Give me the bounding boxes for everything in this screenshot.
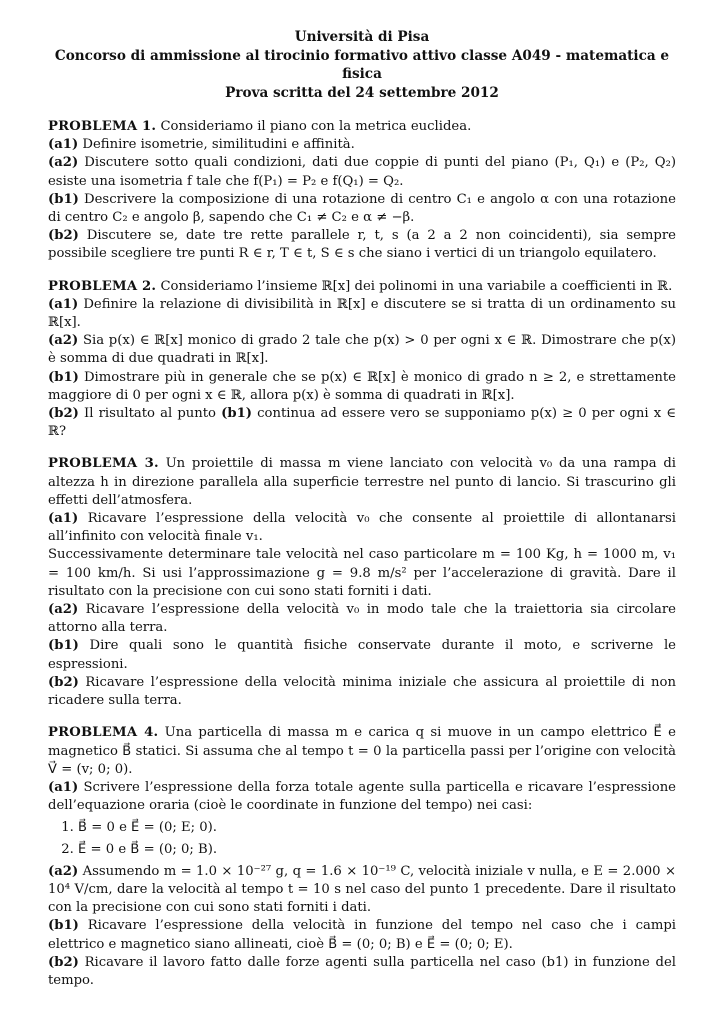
problem-item (48, 510, 676, 546)
problem-item (48, 136, 676, 154)
exam-header (48, 28, 676, 102)
item-label: (a1) (48, 779, 79, 795)
case-item: 2. E⃗ = 0 e B⃗ = (0; 0; B). (78, 841, 676, 859)
item-text: Sia p(x) ∈ ℝ[x] monico di grado 2 tale che p(x) > 0 per ogni x ∈ ℝ. Dimostrare che p(x) è somma di due quadrati in ℝ[x]. (48, 333, 676, 367)
item-label: (a1) (48, 296, 79, 312)
item-label: (a2) (48, 155, 79, 171)
problem-4 (48, 724, 676, 990)
item-label: (b2) (48, 674, 79, 690)
problem-1 (48, 118, 676, 264)
problem-2 (48, 278, 676, 442)
problem-item (48, 863, 676, 918)
case-item: 1. B⃗ = 0 e E⃗ = (0; E; 0). (78, 819, 676, 837)
problem-intro-text: Consideriamo il piano con la metrica euclidea. (160, 119, 472, 134)
problem-item (48, 405, 676, 441)
problem-item (48, 332, 676, 368)
exam-date: Prova scritta del 24 settembre 2012 (225, 84, 499, 101)
item-label: (a2) (48, 863, 79, 879)
problem-3-intro (48, 455, 676, 510)
item-label: (a1) (48, 137, 79, 153)
item-label: (b1) (48, 369, 79, 385)
problem-item (48, 154, 676, 190)
item-label: (a2) (48, 333, 79, 349)
item-text: Ricavare l’espressione della velocità v₀ in modo tale che la traiettoria sia circolare attorno alla terra. (48, 602, 676, 636)
problem-title: PROBLEMA 3. (48, 456, 159, 472)
exam-title: Concorso di ammissione al tirocinio formativo attivo classe A049 - matematica e fisica (54, 47, 670, 82)
problem-2-intro (48, 278, 676, 296)
item-reference: (b1) (221, 406, 253, 422)
problem-item (48, 637, 676, 673)
problem-item (48, 227, 676, 263)
item-text: Discutere se, date tre rette parallele r, t, s (a 2 a 2 non coincidenti), sia sempre possibile scegliere tre punti R ∈ r, T ∈ t, S ∈ s che siano i vertici di un triangolo equilatero. (48, 228, 676, 262)
item-label: (b2) (48, 228, 79, 244)
problem-title: PROBLEMA 1. (48, 119, 157, 134)
problem-intro-text: Un proiettile di massa m viene lanciato con velocità v₀ da una rampa di altezza h in direzione parallela alla superficie terrestre nel punto di lancio. Si trascurino gli effetti dell’atmosfera. (48, 456, 676, 508)
problem-item (48, 779, 676, 815)
item-text: Scrivere l’espressione della forza totale agente sulla particella e ricavare l’espressione dell’equazione oraria (cioè le coordinate in funzione del tempo) nei casi: (48, 779, 676, 814)
item-text: Ricavare l’espressione della velocità v₀ che consente al proiettile di allontanarsi all’infinito con velocità finale v₁. (48, 511, 676, 545)
item-text: Successivamente determinare tale velocità nel caso particolare m = 100 Kg, h = 1000 m, v₁ = 100 km/h. Si usi l’approssimazione g = 9.8 m/s² per l’accelerazione di gravità. Dare il risultato con la precisione con cui sono stati forniti i dati. (48, 547, 676, 599)
problem-item (48, 546, 676, 601)
problem-4-intro (48, 724, 676, 779)
item-label: (b2) (48, 406, 79, 422)
item-text: Definire la relazione di divisibilità in ℝ[x] e discutere se si tratta di un ordinamento su ℝ[x]. (48, 296, 676, 331)
item-text-post: continua ad essere vero se supponiamo p(x) ≥ 0 per ogni x ∈ ℝ? (48, 406, 677, 440)
item-text: Ricavare l’espressione della velocità in funzione del tempo nel caso che i campi elettrico e magnetico siano allineati, cioè B⃗ = (0; 0; B) e E⃗ = (0; 0; E). (48, 918, 676, 952)
problem-item (48, 601, 676, 637)
problem-intro-text: Consideriamo l’insieme ℝ[x] dei polinomi in una variabile a coefficienti in ℝ. (160, 278, 673, 294)
problem-1-intro (48, 118, 676, 136)
problem-item (48, 917, 676, 953)
item-label: (b1) (48, 638, 79, 654)
cases-list (48, 819, 676, 858)
item-label: (b2) (48, 954, 79, 970)
item-label: (b1) (48, 918, 79, 934)
problem-item (48, 674, 676, 710)
problem-item (48, 191, 676, 227)
problem-item (48, 954, 676, 990)
item-text-pre: Il risultato al punto (84, 406, 222, 422)
exam-page (48, 28, 676, 1004)
problem-3 (48, 455, 676, 710)
item-text: Definire isometrie, similitudini e affinità. (82, 137, 355, 153)
problem-title: PROBLEMA 4. (48, 725, 159, 741)
item-text: Assumendo m = 1.0 × 10⁻²⁷ g, q = 1.6 × 10⁻¹⁹ C, velocità iniziale v nulla, e E = 2.000 × 10⁴ V/cm, dare la velocità al tempo t = 10 s nel caso del punto 1 precedente. Dare il risultato con la precisione con cui sono stati forniti i dati. (48, 863, 676, 916)
university-name: Università di Pisa (294, 29, 430, 45)
item-text: Dire quali sono le quantità fisiche conservate durante il moto, e scriverne le espressioni. (48, 638, 676, 672)
item-label: (a2) (48, 602, 79, 618)
item-text: Descrivere la composizione di una rotazione di centro C₁ e angolo α con una rotazione di centro C₂ e angolo β, sapendo che C₁ ≠ C₂ e α ≠ −β. (48, 191, 676, 226)
item-text: Ricavare il lavoro fatto dalle forze agenti sulla particella nel caso (b1) in funzione del tempo. (48, 954, 676, 988)
item-text: Dimostrare più in generale che se p(x) ∈ ℝ[x] è monico di grado n ≥ 2, e strettamente maggiore di 0 per ogni x ∈ ℝ, allora p(x) è somma di quadrati in ℝ[x]. (48, 369, 676, 403)
item-text: Ricavare l’espressione della velocità minima iniziale che assicura al proiettile di non ricadere sulla terra. (48, 674, 676, 709)
problem-title: PROBLEMA 2. (48, 278, 157, 294)
problem-item (48, 296, 676, 332)
item-label: (b1) (48, 191, 79, 207)
item-label: (a1) (48, 511, 79, 527)
problem-intro-text: Una particella di massa m e carica q si muove in un campo elettrico E⃗ e magnetico B⃗ statici. Si assuma che al tempo t = 0 la particella passi per l’origine con velocità V⃗ = (v; 0; 0). (48, 725, 676, 777)
problem-item (48, 369, 676, 405)
item-text: Discutere sotto quali condizioni, dati due coppie di punti del piano (P₁, Q₁) e (P₂, Q₂) esiste una isometria f tale che f(P₁) = P₂ e f(Q₁) = Q₂. (48, 155, 676, 189)
